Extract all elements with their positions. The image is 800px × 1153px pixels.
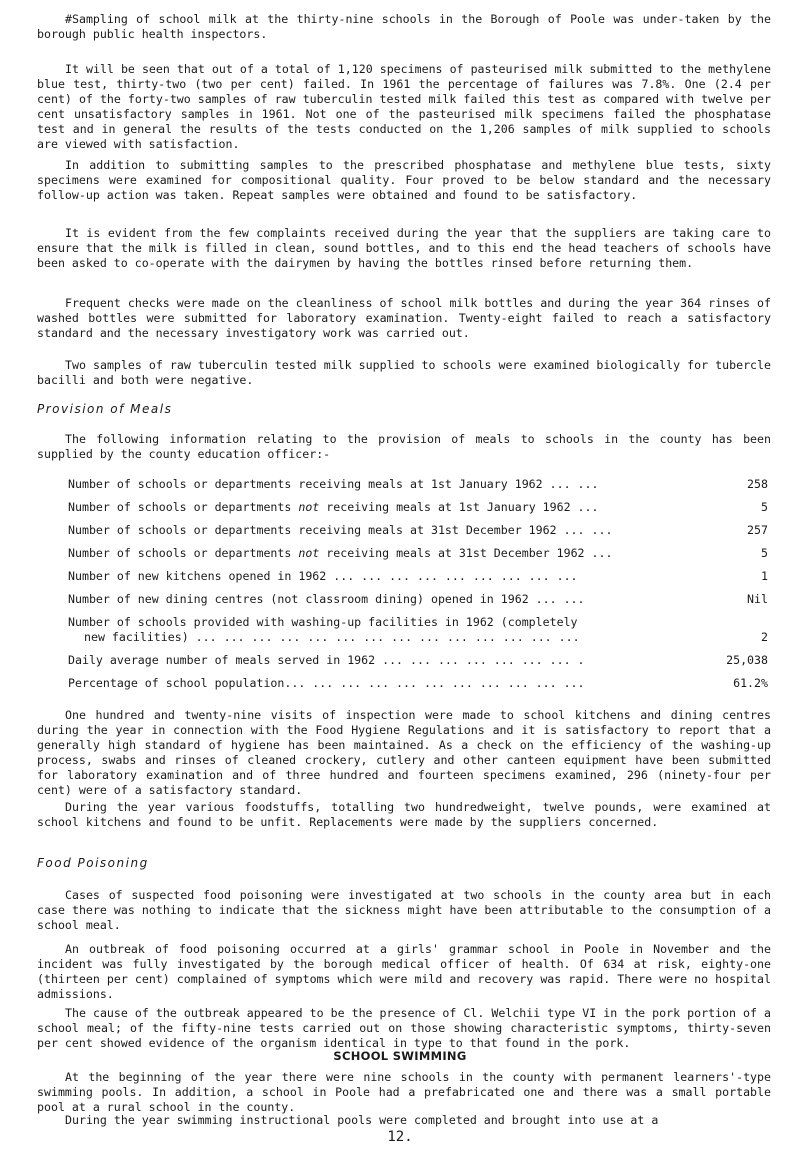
paragraph-meals-intro: The following information relating to the provision of meals to schools in the county has been supplied by the county education officer:-: [37, 432, 771, 461]
stat-label: Number of schools provided with washing-up facilities in 1962 (completely: [68, 615, 578, 629]
heading-provision-of-meals: Provision of Meals: [37, 402, 173, 416]
paragraph-tuberculin: Two samples of raw tuberculin tested milk supplied to schools were examined biologically for tubercle bacilli and both were negative.: [37, 358, 771, 387]
paragraph-bottle-checks: Frequent checks were made on the cleanliness of school milk bottles and during the year 364 rinses of washed bottles were submitted for laboratory examination. Twenty-eight failed to reach a satisfactory standard and the necessary investigatory work was carried out.: [37, 296, 771, 340]
stat-label: Number of schools or departments receiving meals at 1st January 1962 ... ...: [68, 477, 599, 491]
paragraph-milk-sampling: #Sampling of school milk at the thirty-nine schools in the Borough of Poole was under-taken by the borough public health inspectors.: [37, 12, 771, 41]
paragraph-outbreak: An outbreak of food poisoning occurred at a girls' grammar school in Poole in November and the incident was fully investigated by the borough medical officer of health. Of 634 at risk, eighty-one (thirteen per cent) complained of symptoms which were mild and recovery was rapid. There were no hospital admissions.: [37, 942, 771, 1001]
stat-value: 1: [761, 569, 768, 583]
paragraph-swimming-completed: During the year swimming instructional pools were completed and brought into use at a: [65, 1113, 659, 1127]
stat-label: Number of new dining centres (not classroom dining) opened in 1962 ... ...: [68, 592, 585, 606]
stat-value: 257: [747, 523, 768, 537]
paragraph-complaints: It is evident from the few complaints received during the year that the suppliers are taking care to ensure that the milk is filled in clean, sound bottles, and to this end the head teachers of schools have been asked to co-operate with the dairymen by having the bottles rinsed before returning them.: [37, 226, 771, 270]
stat-value: 2: [761, 630, 768, 644]
paragraph-compositional-quality: In addition to submitting samples to the prescribed phosphatase and methylene blue tests, sixty specimens were examined for compositional quality. Four proved to be below standard and the necessary follow-up action was taken. Repeat samples were obtained and found to be satisfactory.: [37, 158, 771, 202]
stat-label: Daily average number of meals served in 1962 ... ... ... ... ... ... ... .: [68, 653, 585, 667]
paragraph-unfit-foodstuffs: During the year various foodstuffs, totalling two hundredweight, twelve pounds, were examined at school kitchens and found to be unfit. Replacements were made by the suppliers concerned.: [37, 800, 771, 829]
heading-food-poisoning: Food Poisoning: [37, 856, 149, 870]
stat-value: 25,038: [726, 653, 768, 667]
page-number: 12.: [387, 1129, 413, 1145]
heading-school-swimming: SCHOOL SWIMMING: [333, 1049, 467, 1063]
paragraph-suspected-cases: Cases of suspected food poisoning were investigated at two schools in the county area but in each case there was nothing to indicate that the sickness might have been attributable to the consumption of a school meal.: [37, 888, 771, 932]
stat-value: 5: [761, 546, 768, 560]
stat-value: Nil: [747, 592, 768, 606]
paragraph-test-results: It will be seen that out of a total of 1,120 specimens of pasteurised milk submitted to the methylene blue test, thirty-two (two per cent) failed. In 1961 the percentage of failures was 7.8%. One (2.4 per cent) of the forty-two samples of raw tuberculin tested milk failed this test as compared with twelve per cent unsatisfactory samples in 1961. Not one of the pasteurised milk specimens failed the phosphatase test and in general the results of the tests conducted on the 1,206 samples of milk supplied to schools are viewed with satisfaction.: [37, 62, 771, 151]
stat-label: Number of schools or departments not receiving meals at 31st December 1962 ...: [68, 546, 613, 560]
stat-value: 258: [747, 477, 768, 491]
paragraph-outbreak-cause: The cause of the outbreak appeared to be the presence of Cl. Welchii type VI in the pork portion of a school meal; of the fifty-nine tests carried out on those showing characteristic symptoms, thirty-seven per cent showed evidence of the organism identical in type to that found in the pork.: [37, 1006, 771, 1050]
stat-label: Number of new kitchens opened in 1962 ... ... ... ... ... ... ... ... ...: [68, 569, 578, 583]
stat-label: Number of schools or departments receiving meals at 31st December 1962 ... ...: [68, 523, 613, 537]
stat-label: Percentage of school population... ... ... ... ... ... ... ... ... ... ...: [68, 676, 585, 690]
stat-label: new facilities) ... ... ... ... ... ... ... ... ... ... ... ... ... ...: [84, 630, 580, 644]
paragraph-swimming-pools: At the beginning of the year there were nine schools in the county with permanent learners'-type swimming pools. In addition, a school in Poole had a prefabricated one and there was a small portable pool at a rural school in the county.: [37, 1070, 771, 1114]
stat-label: Number of schools or departments not receiving meals at 1st January 1962 ...: [68, 500, 599, 514]
stat-value: 61.2%: [733, 676, 768, 690]
paragraph-inspection-visits: One hundred and twenty-nine visits of inspection were made to school kitchens and dining centres during the year in connection with the Food Hygiene Regulations and it is satisfactory to report that a generally high standard of hygiene has been maintained. As a check on the efficiency of the washing-up process, swabs and rinses of cleaned crockery, cutlery and other canteen equipment have been submitted for laboratory examination and of three hundred and fourteen specimens examined, 296 (ninety-four per cent) were of a satisfactory standard.: [37, 708, 771, 797]
stat-value: 5: [761, 500, 768, 514]
